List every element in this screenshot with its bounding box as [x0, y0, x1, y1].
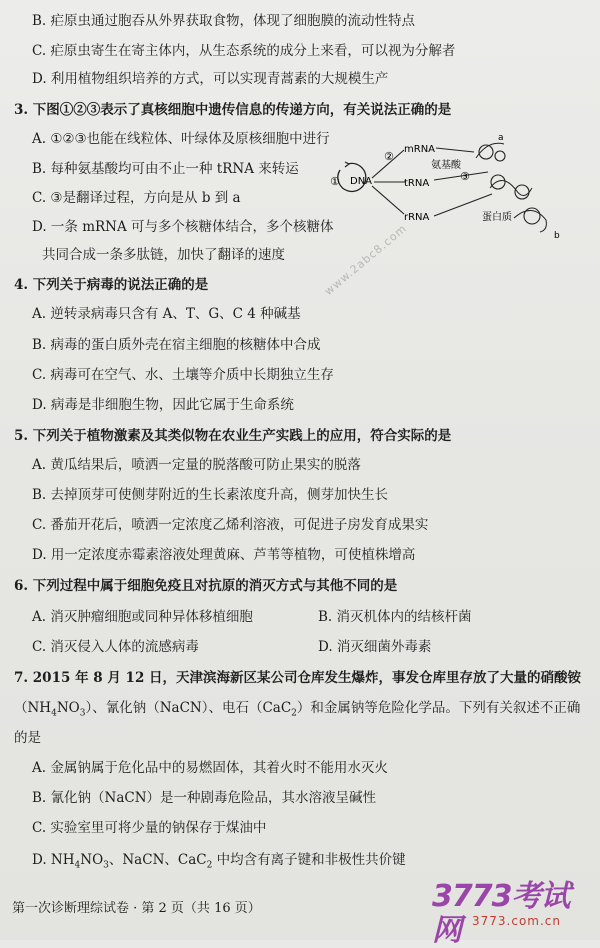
- q2-option-c: C. 疟原虫寄生在寄主体内，从生态系统的成分上来看，可以视为分解者: [32, 43, 456, 59]
- q3-option-b: B. 每种氨基酸均可由不止一种 tRNA 来转运: [32, 161, 299, 177]
- q7-option-b: B. 氰化钠（NaCN）是一种剧毒危险品，其水溶液呈碱性: [32, 790, 377, 806]
- q5-option-b: B. 去掉顶芽可使侧芽附近的生长素浓度升高，侧芽加快生长: [32, 487, 389, 503]
- q7-option-c: C. 实验室里可将少量的钠保存于煤油中: [32, 820, 267, 836]
- label-3: ③: [460, 170, 470, 183]
- label-amino-acid: 氨基酸: [431, 160, 461, 171]
- q4-option-a: A. 逆转录病毒只含有 A、T、G、C 4 种碱基: [32, 306, 301, 322]
- q5-stem: 5. 下列关于植物激素及其类似物在农业生产实践上的应用，符合实际的是: [14, 428, 452, 444]
- label-mrna: mRNA: [404, 144, 436, 155]
- label-2: ②: [384, 150, 394, 163]
- q4-option-d: D. 病毒是非细胞生物，因此它属于生命系统: [32, 397, 294, 413]
- q7-stem-line2: $(NH_4NO_3)$、氰化钠（NaCN）、电石（CaC$_2$）和金属钠等危险化学品。下列有关叙述不正确: [14, 700, 581, 719]
- label-b: b: [554, 231, 560, 241]
- q3-option-d-line1: D. 一条 mRNA 可与多个核糖体结合，多个核糖体: [32, 219, 334, 235]
- label-trna: tRNA: [404, 178, 430, 189]
- q5-option-c: C. 番茄开花后，喷洒一定浓度乙烯利溶液，可促进子房发育成果实: [32, 517, 429, 533]
- q3-stem: 3. 下图①②③表示了真核细胞中遗传信息的传递方向，有关说法正确的是: [14, 102, 452, 118]
- label-dna: DNA: [350, 176, 373, 187]
- label-a: a: [498, 133, 504, 143]
- q6-option-d: D. 消灭细菌外毒素: [318, 639, 432, 655]
- site-logo: [432, 879, 592, 948]
- watermark: www.2abc8.com: [322, 221, 410, 298]
- label-1: ①: [330, 175, 340, 188]
- q6-stem: 6. 下列过程中属于细胞免疫且对抗原的消灭方式与其他不同的是: [14, 578, 398, 594]
- q5-option-d: D. 用一定浓度赤霉素溶液处理黄麻、芦苇等植物，可使植株增高: [32, 547, 416, 563]
- q6-option-a: A. 消灭肿瘤细胞或同种异体移植细胞: [32, 609, 253, 625]
- q3-option-a: A. ①②③也能在线粒体、叶绿体及原核细胞中进行: [32, 131, 330, 147]
- q7-option-a: A. 金属钠属于危化品中的易燃固体，其着火时不能用水灭火: [32, 760, 388, 776]
- q6-option-b: B. 消灭机体内的结核杆菌: [318, 609, 472, 625]
- q4-option-b: B. 病毒的蛋白质外壳在宿主细胞的核糖体中合成: [32, 337, 321, 353]
- q7-stem-line1: 7. 2015 年 8 月 12 日，天津滨海新区某公司仓库发生爆炸，事发仓库里存放了大量的硝酸铵: [14, 670, 582, 686]
- q6-option-c: C. 消灭侵入人体的流感病毒: [32, 639, 199, 655]
- q7-option-d: D. $NH_4NO_3$、NaCN、CaC$_2$ 中均含有离子键和非极性共价键: [32, 852, 406, 871]
- q2-option-b: B. 疟原虫通过胞吞从外界获取食物，体现了细胞膜的流动性特点: [32, 13, 416, 29]
- q3-option-c: C. ③是翻译过程，方向是从 b 到 a: [32, 190, 241, 206]
- q4-stem: 4. 下列关于病毒的说法正确的是: [14, 277, 209, 293]
- gene-expression-diagram: [318, 132, 568, 244]
- page-footer: 第一次诊断理综试卷 · 第 2 页（共 16 页）: [12, 901, 261, 916]
- q5-option-a: A. 黄瓜结果后，喷洒一定量的脱落酸可防止果实的脱落: [32, 457, 361, 473]
- q7-stem-line3: 的是: [14, 730, 41, 746]
- q3-option-d-line2: 共同合成一条多肽链，加快了翻译的速度: [42, 247, 285, 263]
- label-protein: 蛋白质: [482, 212, 512, 223]
- logo-url: 3773.com.cn: [472, 914, 561, 928]
- q2-option-d: D. 利用植物组织培养的方式，可以实现青蒿素的大规模生产: [32, 71, 389, 87]
- label-rrna: rRNA: [404, 212, 430, 223]
- q4-option-c: C. 病毒可在空气、水、土壤等介质中长期独立生存: [32, 367, 334, 383]
- logo-text: 3773考试网: [432, 879, 570, 948]
